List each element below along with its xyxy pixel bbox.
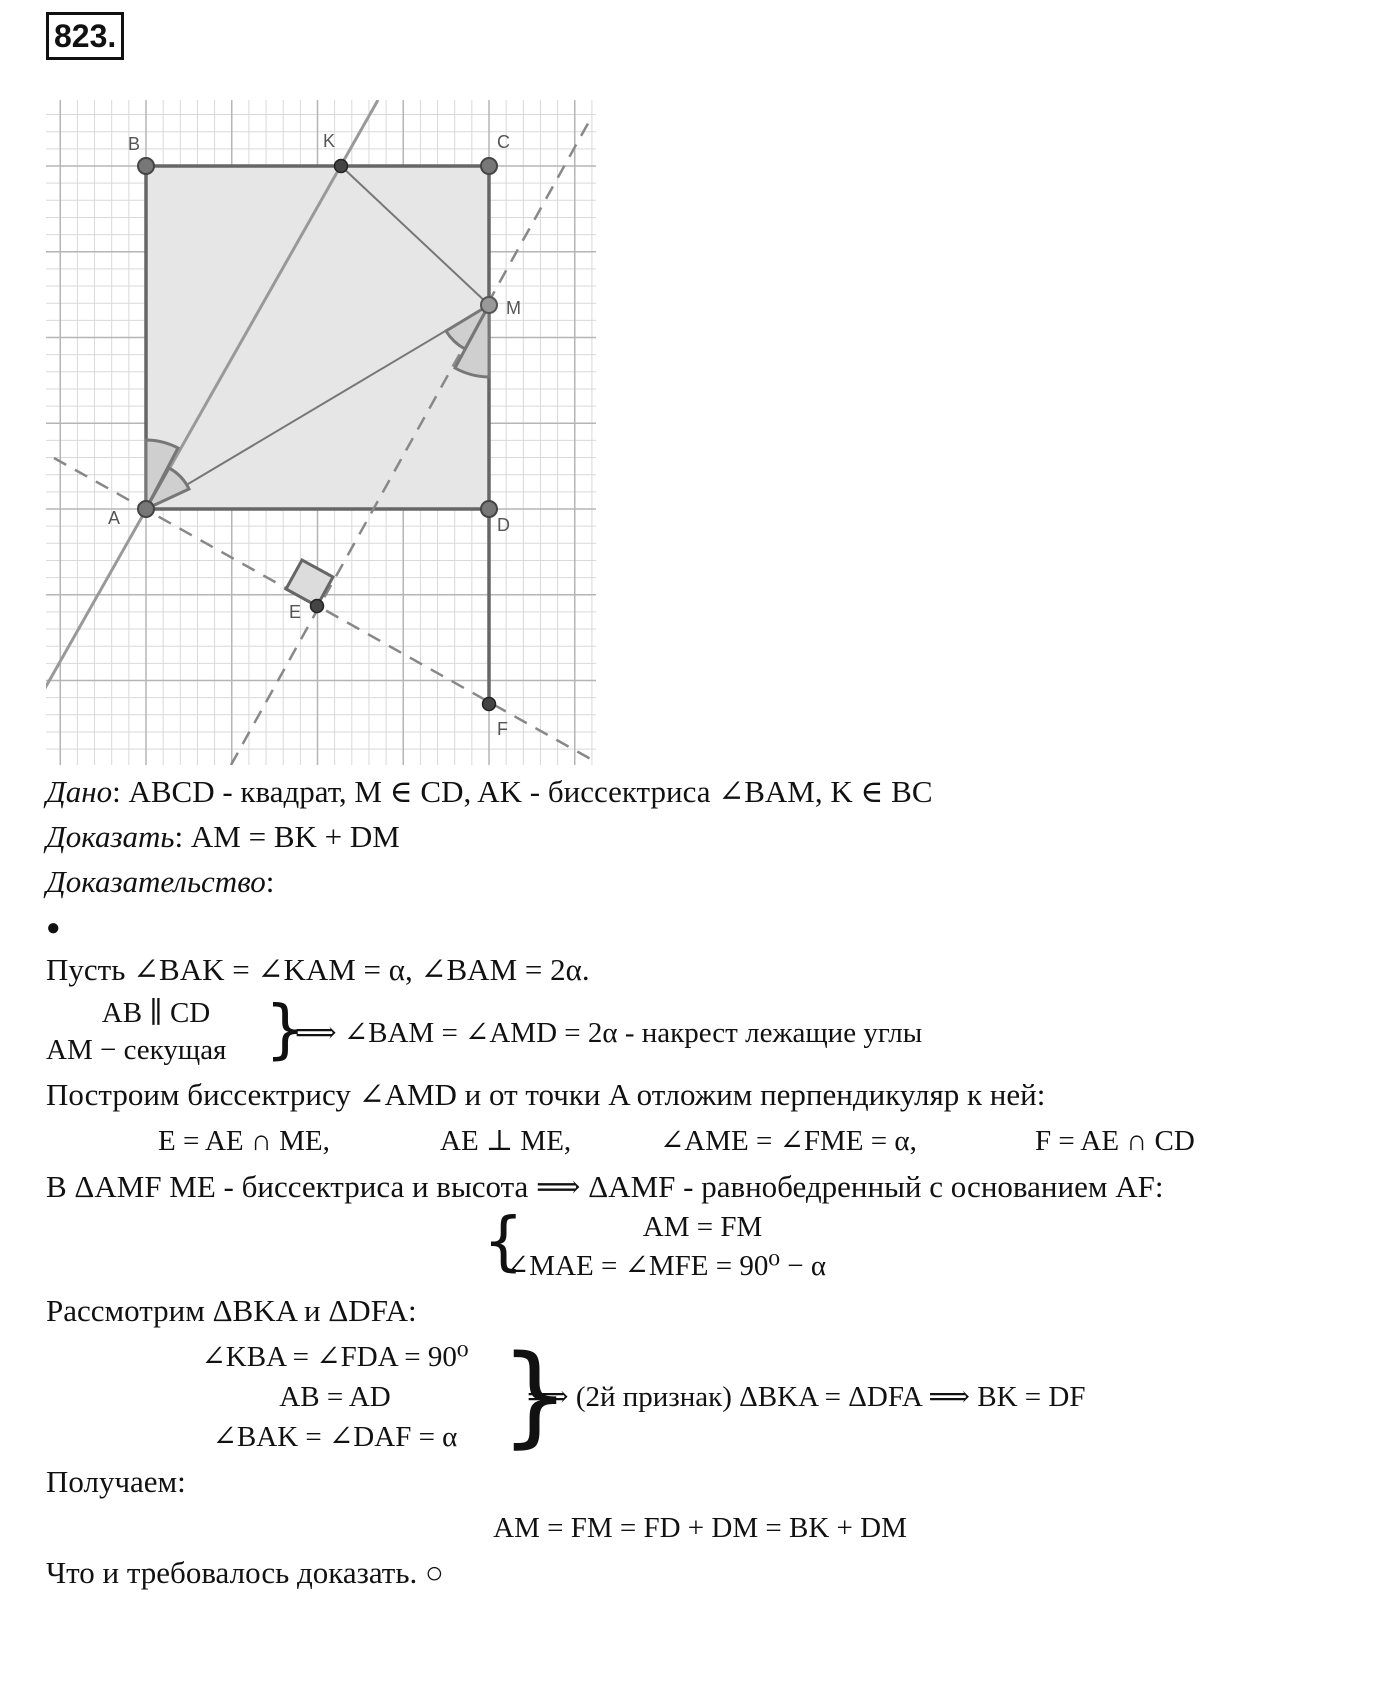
label-b: B [128, 134, 141, 154]
sys3-line3: ∠BAK = ∠DAF = α [212, 1421, 458, 1453]
point-a [138, 501, 154, 517]
right-angle-mark-e [286, 560, 333, 606]
sys3-result: ⟹ (2й признак) ΔBKA = ΔDFA ⟹ BK = DF [527, 1381, 1086, 1413]
step-3: В ΔAMF ME - биссектриса и высота ⟹ ΔAMF - равнобедренный с основанием AF: [46, 1169, 1164, 1204]
sys1-line2: AM − секущая [46, 1034, 227, 1066]
figure-drawing [46, 100, 596, 765]
sys3-right-brace: } [500, 1331, 570, 1459]
sys1-result: ⟹ ∠BAM = ∠AMD = 2α - накрест лежащие углы [295, 1017, 923, 1049]
label-d: D [497, 515, 510, 535]
label-a: A [108, 508, 121, 528]
sys2-line2: ∠MAE = ∠MFE = 90⁰ − α [505, 1250, 827, 1282]
prove-label: Доказать [46, 819, 175, 854]
construction-2: AE ⊥ ME, [440, 1125, 572, 1157]
point-c [481, 158, 497, 174]
conclusion: Что и требовалось доказать. ○ [46, 1555, 444, 1590]
sys2-line1: AM = FM [642, 1211, 763, 1243]
point-m [481, 297, 497, 313]
final-equation: AM = FM = FD + DM = BK + DM [493, 1512, 907, 1544]
point-k [335, 160, 348, 173]
problem-number: 823. [46, 12, 124, 60]
prove-text: : AM = BK + DM [174, 819, 400, 854]
sys1-line1: AB ∥ CD [101, 997, 211, 1029]
step-5: Получаем: [46, 1464, 186, 1499]
step-1: Пусть ∠BAK = ∠KAM = α, ∠BAM = 2α. [46, 952, 590, 987]
point-e [311, 600, 324, 613]
label-m: M [506, 298, 521, 318]
given-line [46, 772, 933, 812]
point-b [138, 158, 154, 174]
construction-3: ∠AME = ∠FME = α, [660, 1125, 917, 1157]
sys3-line1: ∠KBA = ∠FDA = 90⁰ [201, 1341, 469, 1373]
bullet: ● [46, 915, 61, 941]
point-f [483, 698, 496, 711]
sys1-right-brace: } [265, 993, 306, 1067]
step-2: Построим биссектрису ∠AMD и от точки A отложим перпендикуляр к ней: [46, 1077, 1046, 1112]
sys2-left-brace: { [483, 1205, 524, 1279]
label-c: C [497, 132, 510, 152]
given-text: : ABCD - квадрат, M ∈ CD, AK - биссектриса ∠BAM, K ∈ BC [112, 774, 933, 809]
label-e: E [289, 602, 302, 622]
construction-1: E = AE ∩ ME, [158, 1125, 330, 1157]
proof-label: Доказательство [46, 864, 266, 899]
given-label: Дано [46, 774, 113, 809]
label-k: K [323, 131, 336, 151]
point-d [481, 501, 497, 517]
proof-line [46, 862, 274, 902]
step-4: Рассмотрим ΔBKA и ΔDFA: [46, 1293, 417, 1328]
sys3-line2: AB = AD [279, 1381, 391, 1413]
geometry-figure [46, 100, 606, 770]
prove-line [46, 817, 400, 857]
square-fill [146, 166, 489, 509]
proof-colon: : [265, 864, 275, 899]
construction-4: F = AE ∩ CD [1035, 1125, 1195, 1157]
label-f: F [497, 719, 508, 739]
